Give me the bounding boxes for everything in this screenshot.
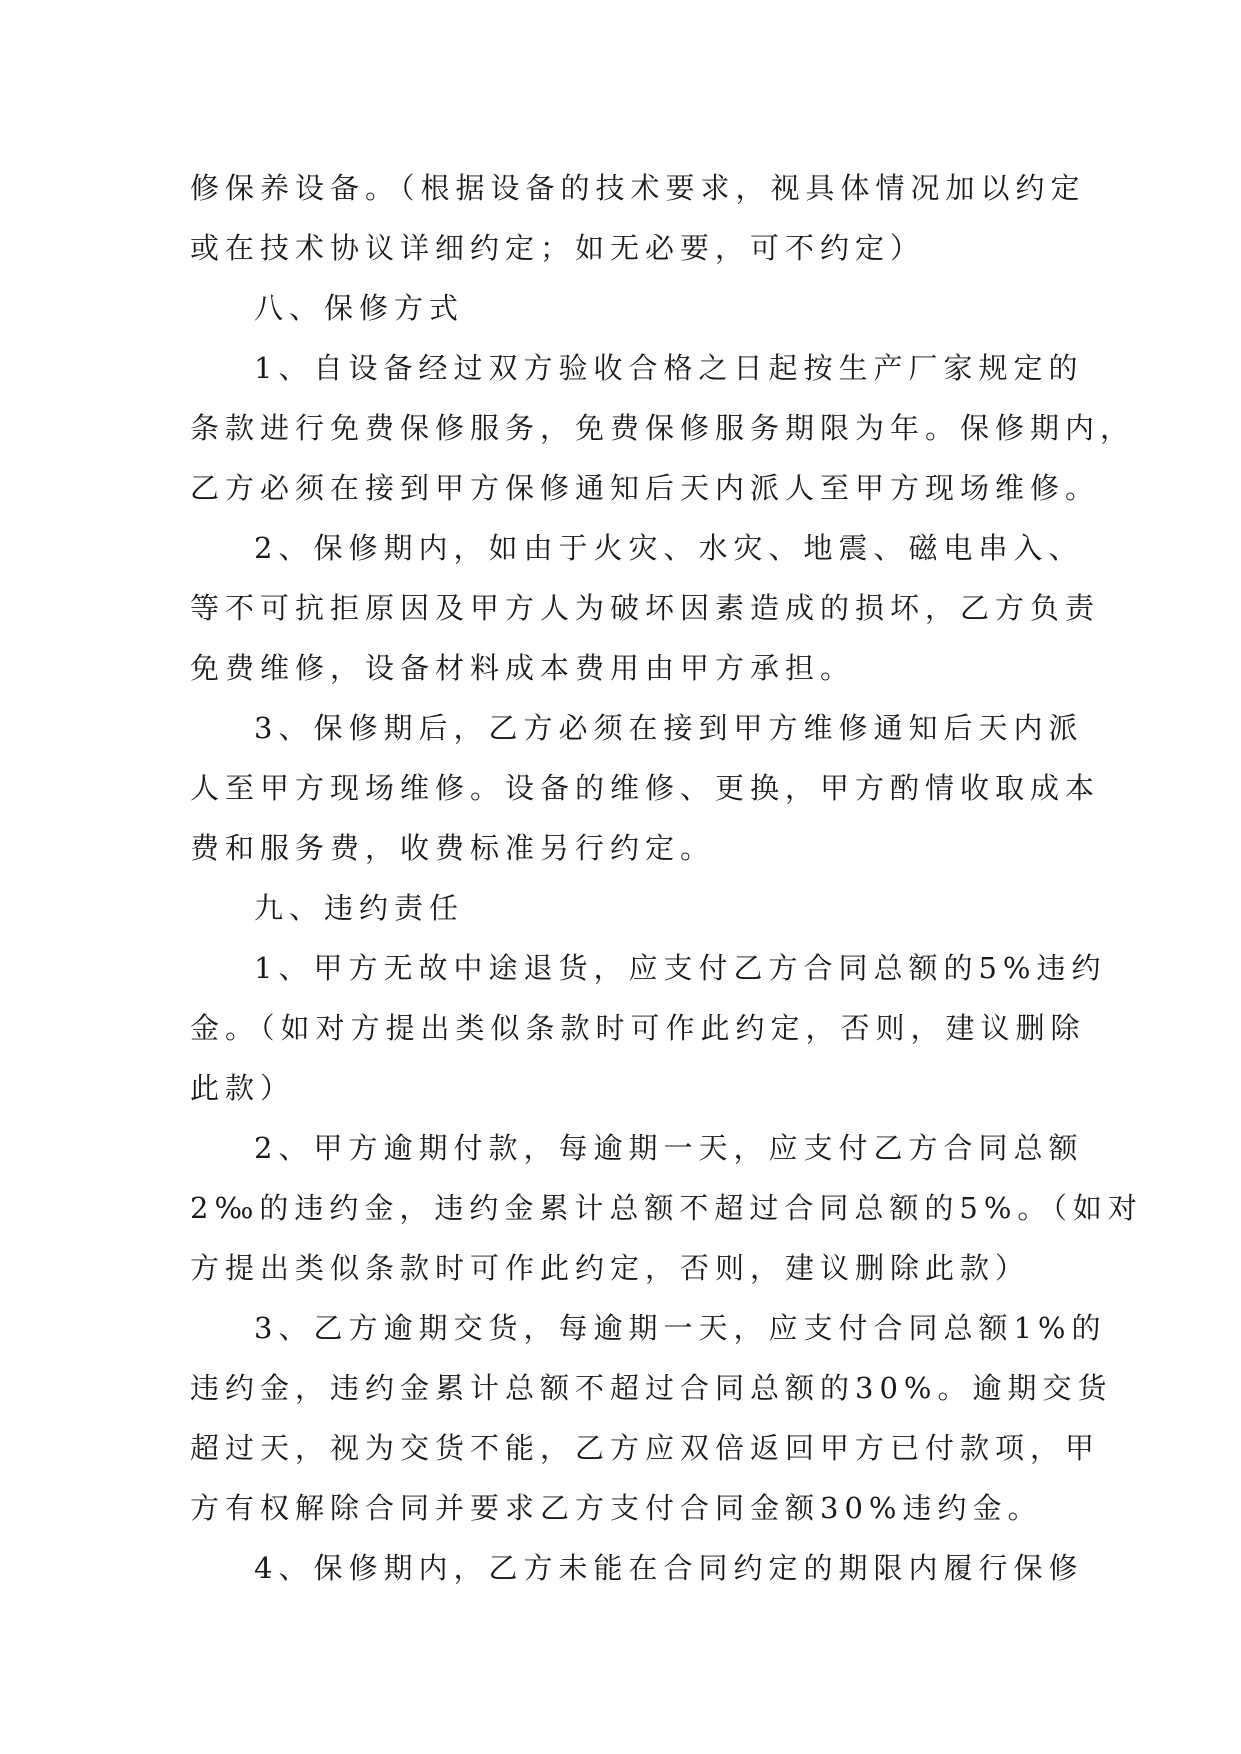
text-line: 此款） [190,1071,296,1105]
text-line: 2‰的违约金，违约金累计总额不超过合同总额的5%。（如对 [190,1191,1143,1225]
text-line: 条款进行免费保修服务，免费保修服务期限为年。保修期内， [190,411,1136,445]
section-heading: 八、保修方式 [254,291,465,325]
section-heading: 九、违约责任 [254,891,465,925]
text-line: 等不可抗拒原因及甲方人为破坏因素造成的损坏，乙方负责 [190,591,1101,625]
text-line: 3、保修期后，乙方必须在接到甲方维修通知后天内派 [254,711,1084,745]
text-line: 修保养设备。（根据设备的技术要求，视具体情况加以约定 [190,171,1086,205]
text-line: 乙方必须在接到甲方保修通知后天内派人至甲方现场维修。 [190,471,1101,505]
text-line: 人至甲方现场维修。设备的维修、更换，甲方酌情收取成本 [190,771,1101,805]
text-line: 1、自设备经过双方验收合格之日起按生产厂家规定的 [254,351,1084,385]
text-line: 4、保修期内，乙方未能在合同约定的期限内履行保修 [254,1551,1084,1585]
text-line: 超过天，视为交货不能，乙方应双倍返回甲方已付款项，甲 [190,1431,1101,1465]
text-line: 费和服务费，收费标准另行约定。 [190,831,716,865]
text-line: 金。（如对方提出类似条款时可作此约定，否则，建议删除 [190,1011,1086,1045]
text-line: 方有权解除合同并要求乙方支付合同金额30%违约金。 [190,1491,1043,1525]
text-line: 违约金，违约金累计总额不超过合同总额的30%。逾期交货 [190,1371,1113,1405]
text-line: 3、乙方逾期交货，每逾期一天，应支付合同总额1%的 [254,1311,1107,1345]
text-line: 2、保修期内，如由于火灾、水灾、地震、磁电串入、 [254,531,1084,565]
text-line: 2、甲方逾期付款，每逾期一天，应支付乙方合同总额 [254,1131,1084,1165]
text-line: 或在技术协议详细约定；如无必要，可不约定） [190,231,926,265]
document-body [190,158,1143,1598]
text-line: 1、甲方无故中途退货，应支付乙方合同总额的5%违约 [254,951,1107,985]
text-line: 方提出类似条款时可作此约定，否则，建议删除此款） [190,1251,1031,1285]
text-line: 免费维修，设备材料成本费用由甲方承担。 [190,651,856,685]
